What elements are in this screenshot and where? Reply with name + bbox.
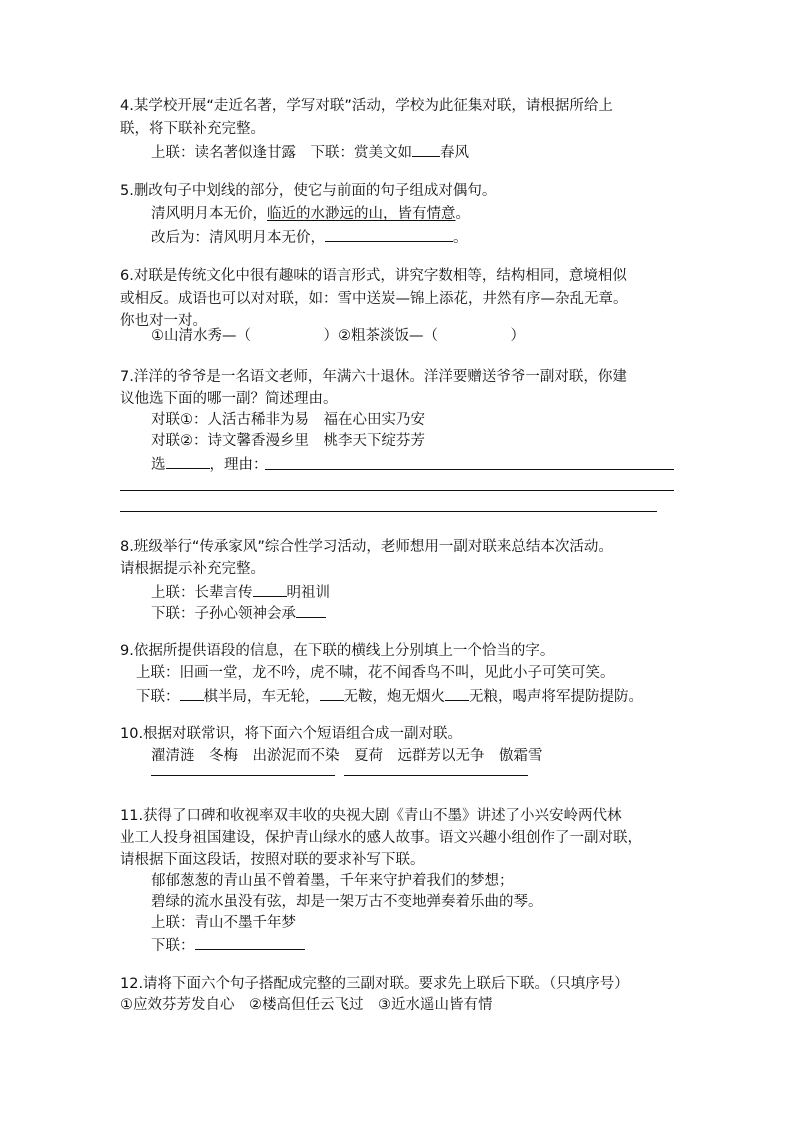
q11-passage-line2: 碧绿的流水虽没有弦，却是一架万古不变地弹奏着乐曲的琴。 [151,894,543,910]
q5-prompt: 5.删改句子中划线的部分，使它与前面的句子组成对偶句。 [120,183,497,199]
q10-phrases: 濯清涟 冬梅 出淤泥而不染 夏荷 远群芳以无争 傲霜雪 [151,748,543,764]
q4-answer-blank[interactable] [412,141,440,157]
q8-lower-start: 下联：子孙心领神会承 [151,606,296,622]
q11-prompt-line3: 请根据下面这段话，按照对联的要求补写下联。 [120,852,425,868]
q10-answer-blank-2[interactable] [344,775,528,776]
q6-prompt-line1: 6.对联是传统文化中很有趣味的语言形式，讲究字数相等，结构相同，意境相似 [120,268,627,284]
q12-sentences: ①应效芬芳发自心 ②楼高但任云飞过 ③近水遥山皆有情 [120,997,493,1013]
q5-underlined-part: 临近的水渺远的山，皆有情意 [267,206,456,222]
q9-lower-part3: 无粮，喝声将军提防提防。 [469,689,643,705]
q5-answer-blank[interactable] [325,226,453,242]
q11-lower-label: 下联： [151,938,195,954]
q7-reason-label: ，理由： [209,457,268,473]
q8-lower-blank[interactable] [296,602,326,618]
q7-choice-label: 选 [151,457,166,473]
q7-prompt-line1: 7.洋洋的爷爷是一名语文老师，年满六十退休。洋洋要赠送爷爷一副对联，你建 [120,369,627,385]
q5-sentence-start: 清风明月本无价， [151,206,267,222]
q9-lower-part2: 无鞍，炮无烟火 [343,689,445,705]
q12-prompt: 12.请将下面六个句子搭配成完整的三副对联。要求先上联后下联。（只填序号） [120,976,629,992]
q8-upper-start: 上联：长辈言传 [151,585,253,601]
q7-choice-blank[interactable] [166,453,210,469]
q11-passage-line1: 郁郁葱葱的青山虽不曾着墨，千年来守护着我们的梦想； [151,873,514,889]
q8-upper-blank[interactable] [253,581,287,597]
q9-upper-couplet: 上联：旧画一堂，龙不吟，虎不啸，花不闻香鸟不叫，见此小子可笑可笑。 [136,665,615,681]
q11-answer-blank[interactable] [195,934,305,950]
q4-couplet [151,141,469,163]
q4-prompt-line2: 联，将下联补充完整。 [120,121,265,137]
q8-upper-couplet [151,581,330,603]
q8-prompt-line2: 请根据提示补充完整。 [120,561,265,577]
q8-upper-end: 明祖训 [286,585,330,601]
q6-prompt-line3: 你也对一对。 [120,313,207,329]
q9-lower-couplet [136,685,643,707]
q6-answer-pairs[interactable]: ①山清水秀—（ ）②粗茶淡饭—（ ） [151,328,525,344]
q9-prompt: 9.依据所提供语段的信息，在下联的横线上分别填上一个恰当的字。 [120,643,555,659]
q5-answer-end: 。 [453,230,468,246]
q7-reason-blank-2[interactable] [120,490,674,491]
q4-prompt-line1: 4.某学校开展“走近名著，学写对联”活动，学校为此征集对联，请根据所给上 [120,98,613,114]
q11-prompt-line2: 业工人投身祖国建设，保护青山绿水的感人故事。语文兴趣小组创作了一副对联， [120,830,642,846]
q11-lower-couplet [151,934,305,956]
q7-choice-line [151,453,268,475]
q9-lower-label: 下联： [136,689,180,705]
q4-couplet-text: 上联：读名著似逢甘露 下联：赏美文如 [151,145,412,161]
q4-couplet-end: 春风 [440,145,469,161]
q9-blank-1[interactable] [180,685,204,701]
q5-answer-label: 改后为：清风明月本无价， [151,230,325,246]
q9-blank-2[interactable] [320,685,344,701]
q8-lower-couplet [151,602,326,624]
q5-sentence [151,204,470,224]
q7-reason-blank-1[interactable] [265,469,674,470]
q9-blank-3[interactable] [445,685,469,701]
q6-prompt-line2: 或相反。成语也可以对对联，如：雪中送炭—锦上添花，井然有序—杂乱无章。 [120,291,628,307]
q5-answer-line [151,226,468,248]
q7-couplet-1: 对联①：人活古稀非为易 福在心田实乃安 [151,412,425,428]
q5-sentence-end: 。 [455,206,470,222]
q11-prompt-line1: 11.获得了口碑和收视率双丰收的央视大剧《青山不墨》讲述了小兴安岭两代林 [120,808,622,824]
q9-lower-part1: 棋半局，车无轮， [203,689,320,705]
q10-prompt: 10.根据对联常识，将下面六个短语组合成一副对联。 [120,726,463,742]
q10-answer-blank-1[interactable] [151,775,335,776]
q7-prompt-line2: 议他选下面的哪一副？简述理由。 [120,391,338,407]
q7-reason-blank-3[interactable] [120,511,657,512]
q7-couplet-2: 对联②：诗文馨香漫乡里 桃李天下绽芬芳 [151,433,425,449]
q8-prompt-line1: 8.班级举行“传承家风”综合性学习活动，老师想用一副对联来总结本次活动。 [120,539,613,555]
q11-upper-couplet: 上联：青山不墨千年梦 [151,915,296,931]
